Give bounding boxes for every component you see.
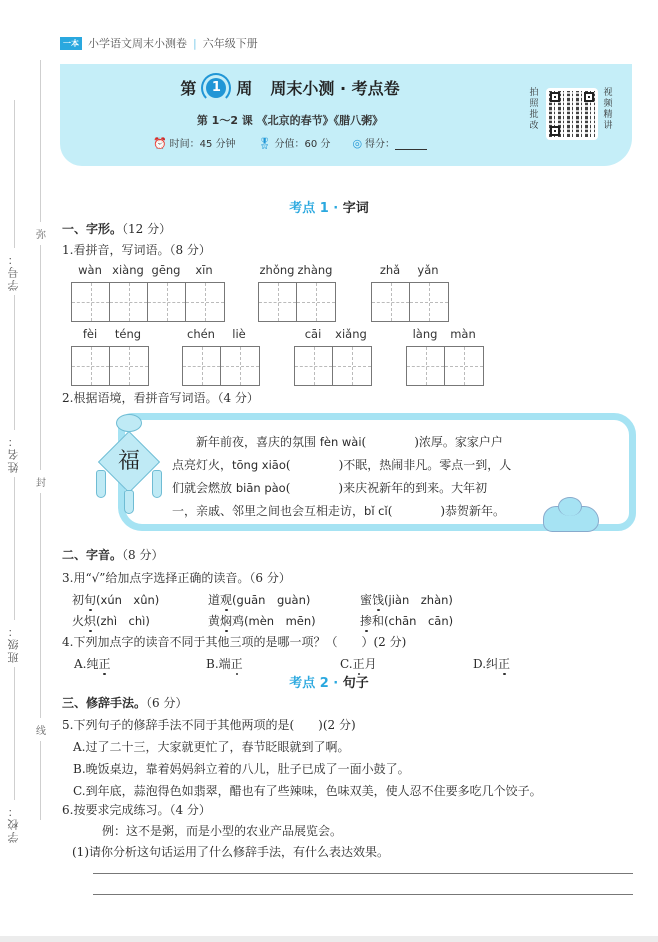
pinyin-group-3: zhǎ yǎn (371, 263, 449, 322)
seal-mark: 封 (36, 470, 46, 493)
grade-label: 六年级下册 (202, 37, 258, 50)
q6-subquestion-1: (1)请你分析这句话运用了什么修辞手法，有什么表达效果。 (72, 845, 390, 859)
section-heading-2: 考点 2 · 句子 (289, 676, 369, 691)
option-b[interactable]: B.端正 (206, 657, 243, 671)
qr-block (528, 88, 613, 144)
option-c[interactable]: C.正月 (340, 657, 377, 671)
series-header (60, 36, 258, 50)
qr-left-label: 拍照批改 (529, 88, 539, 131)
qr-finder (584, 92, 594, 102)
question-3: 3.用“√”给加点字选择正确的读音。（6 分） (62, 571, 291, 585)
qr-right-label: 视频精讲 (603, 88, 613, 131)
pinyin-group-1: wàn xiàng gēng xīn (71, 263, 225, 322)
q3-item[interactable]: 初旬(xún xûn) (72, 593, 160, 607)
test-meta (60, 135, 520, 150)
q3-row-1 (72, 591, 632, 611)
qr-finder (550, 126, 560, 136)
option-d[interactable]: D.纠正 (473, 657, 511, 671)
student-id-label: 学号： (6, 248, 22, 295)
tassel-icon (124, 490, 134, 514)
q5-option-c[interactable]: C.到年底，蒜泡得色如翡翠，醋也有了些辣味，色味双美，使人忍不住要多吃几个饺子。 (73, 784, 542, 798)
answer-blank[interactable]: ( )恭贺新年。 (387, 504, 506, 518)
story-passage (172, 431, 552, 523)
series-name: 小学语文周末小测卷 (88, 37, 187, 50)
question-2: 2.根据语境，看拼音写词语。（4 分） (62, 391, 259, 405)
answer-line[interactable] (93, 873, 633, 874)
option-a[interactable]: A.纯正 (74, 657, 111, 671)
alarm-clock-icon: ⏰ (152, 137, 167, 150)
binding-line-inner (40, 60, 41, 820)
score-info: ◎ 得分： (352, 135, 427, 150)
pinyin-group-2: zhǒng zhàng (258, 263, 336, 322)
fu-character: 福 (117, 449, 140, 474)
q3-item[interactable]: 火炽(zhì chì) (72, 614, 150, 628)
question-6: 6.按要求完成练习。（4 分） (62, 803, 211, 817)
score-blank[interactable] (395, 140, 427, 150)
writing-grid[interactable] (71, 282, 225, 322)
pinyin-group-7: làng màn (406, 327, 484, 386)
seal-mark: 弥 (36, 222, 46, 245)
answer-line[interactable] (93, 894, 633, 895)
writing-grid[interactable] (258, 282, 336, 322)
part-heading-3: 三、修辞手法。（6 分） (62, 696, 188, 710)
value-info: 🎖 分值：60 分 (257, 137, 331, 150)
week-suffix: 周 (236, 79, 253, 98)
question-1: 1.看拼音，写词语。（8 分） (62, 243, 211, 257)
lesson-range: 第 1～2 课 《北京的春节》《腊八粥》 (196, 114, 384, 127)
answer-blank[interactable]: ( )浓厚。家家户户 (361, 435, 503, 449)
week-prefix: 第 (180, 79, 197, 98)
target-icon: ◎ (352, 137, 363, 150)
story-line: 们就会燃放 biān pào( )来庆祝新年的到来。大年初 (172, 481, 488, 495)
writing-grid[interactable] (371, 282, 449, 322)
part-heading-1: 一、字形。（12 分） (62, 222, 172, 236)
time-info: ⏰ 时间：45 分钟 (152, 137, 236, 150)
q3-item[interactable]: 掺和(chān cān) (360, 614, 454, 628)
writing-grid[interactable] (182, 346, 260, 386)
q3-item[interactable]: 道观(guān guàn) (208, 593, 311, 607)
q3-item[interactable]: 黄焖鸡(mèn mēn) (208, 614, 316, 628)
story-line: 新年前夜，喜庆的氛围 fèn wài( )浓厚。家家户户 (196, 435, 503, 449)
pinyin-group-4: fèi téng (71, 327, 149, 386)
page-title (60, 76, 520, 99)
story-line: 点亮灯火，tōng xiāo( )不眠，热闹非凡。零点一到，人 (172, 458, 512, 472)
writing-grid[interactable] (294, 346, 372, 386)
q5-option-a[interactable]: A.过了二十三，大家就更忙了，春节眨眼就到了啊。 (73, 740, 350, 754)
writing-grid[interactable] (406, 346, 484, 386)
section-heading-1: 考点 1 · 字词 (289, 201, 369, 216)
publisher-logo: 一本 (60, 37, 82, 50)
q3-item[interactable]: 蜜饯(jiàn zhàn) (360, 593, 453, 607)
part-heading-2: 二、字音。（8 分） (62, 548, 164, 562)
pinyin-group-6: cāi xiǎng (294, 327, 372, 386)
q5-option-b[interactable]: B.晚饭桌边，靠着妈妈斜立着的八儿，肚子已成了一面小鼓了。 (73, 762, 410, 776)
qr-finder (550, 92, 560, 102)
school-label: 学校： (6, 800, 22, 847)
question-5: 5.下列句子的修辞手法不同于其他两项的是( )(2 分) (62, 718, 356, 732)
answer-blank[interactable]: ( )来庆祝新年的到来。大年初 (285, 481, 488, 495)
week-number-badge: 1 (206, 78, 226, 98)
medal-icon: 🎖 (257, 137, 272, 150)
pinyin-group-5: chén liè (182, 327, 260, 386)
student-name-label: 姓名： (6, 430, 22, 477)
q3-row-2 (72, 612, 632, 632)
question-4: 4.下列加点字的读音不同于其他三项的是哪一项？（ ）(2 分) (62, 635, 407, 649)
writing-grid[interactable] (71, 346, 149, 386)
seal-mark: 线 (36, 718, 46, 741)
qr-code[interactable] (546, 88, 598, 140)
tassel-icon (152, 470, 162, 498)
answer-blank[interactable]: ( )不眠，热闹非凡。零点一到，人 (285, 458, 512, 472)
divider: | (193, 36, 197, 50)
tassel-icon (96, 470, 106, 498)
page-bottom-edge (0, 936, 658, 942)
class-label: 班级： (6, 620, 22, 667)
test-title: 周末小测 · 考点卷 (270, 79, 400, 98)
q6-example: 例：这不是粥，而是小型的农业产品展览会。 (102, 824, 343, 838)
story-line: 一，亲戚、邻里之间也会互相走访，bǐ cǐ( )恭贺新年。 (172, 504, 506, 518)
